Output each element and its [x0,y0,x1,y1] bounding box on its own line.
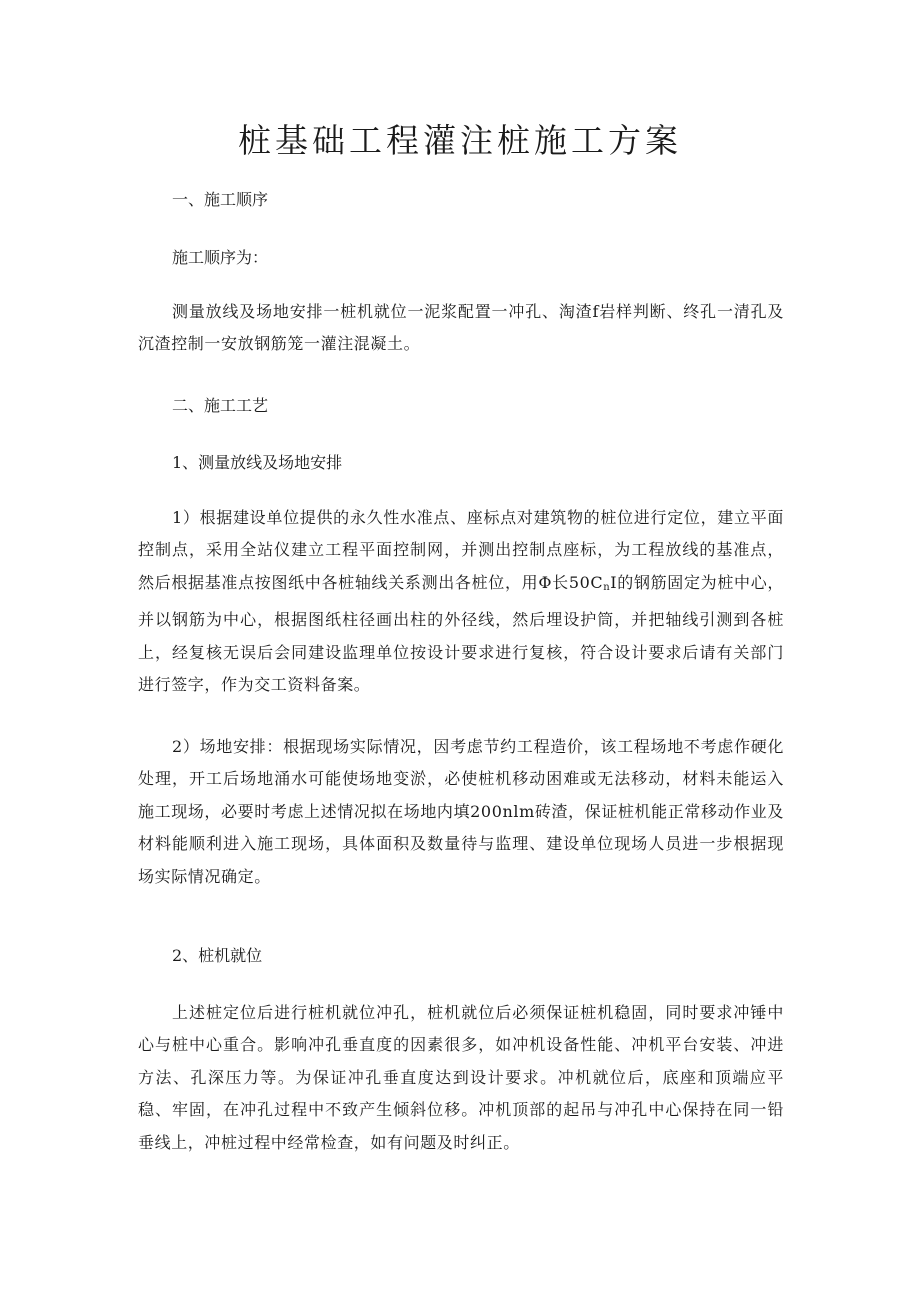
site-arrangement-paragraph: 2）场地安排：根据现场实际情况，因考虑节约工程造价，该工程场地不考虑作硬化处理，开工后场地涌水可能使场地变淤，必使桩机移动困难或无法移动，材料未能运入施工现场，必要时考虑上述情况拟在场地内填200nlm砖渣，保证桩机能正常移动作业及材料能顺利进入施工现场，具体面积及数量待与监理、建设单位现场人员进一步根据现场实际情况确定。 [138,737,784,886]
subsection-heading-pile-machine-positioning: 2、桩机就位 [172,946,263,965]
section-heading-construction-sequence: 一、施工顺序 [172,190,269,209]
subsection-heading-survey-and-site: 1、测量放线及场地安排 [172,453,343,472]
pile-machine-positioning-paragraph: 上述桩定位后进行桩机就位冲孔，桩机就位后必须保证桩机稳固，同时要求冲锤中心与桩中心重合。影响冲孔垂直度的因素很多，如冲机设备性能、冲机平台安装、冲进方法、孔深压力等。为保证冲孔垂直度达到设计要求。冲机就位后，底座和顶端应平稳、牢固，在冲孔过程中不致产生倾斜位移。冲机顶部的起吊与冲孔中心保持在同一铅垂线上，冲桩过程中经常检查，如有问题及时纠正。 [138,1003,784,1152]
survey-text-subscript: n [603,581,611,593]
survey-text-part-2: I的钢筋固定为桩中心，并以钢筋为中心，根据图纸柱径画出柱的外径线，然后埋设护筒，并把轴线引测到各桩上，经复核无误后会同建设监理单位按设计要求进行复核，符合设计要求后请有关部门进行签字，作为交工资料备案。 [138,572,784,695]
survey-text-part-1: 1）根据建设单位提供的永久性水准点、座标点对建筑物的桩位进行定位，建立平面控制点，采用全站仪建立工程平面控制网，并测出控制点座标，为工程放线的基准点，然后根据基准点按图纸中各桩轴线关系测出各桩位，用Φ长50C [138,508,784,592]
sequence-flow-paragraph: 测量放线及场地安排一桩机就位一泥浆配置一冲孔、淘渣f岩样判断、终孔一清孔及沉渣控制一安放钢筋笼一灌注混凝土。 [138,302,784,354]
sequence-intro-text: 施工顺序为： [172,248,269,267]
document-title: 桩基础工程灌注桩施工方案 [238,121,682,160]
section-heading-construction-process: 二、施工工艺 [172,396,269,415]
survey-positioning-paragraph [138,502,784,701]
